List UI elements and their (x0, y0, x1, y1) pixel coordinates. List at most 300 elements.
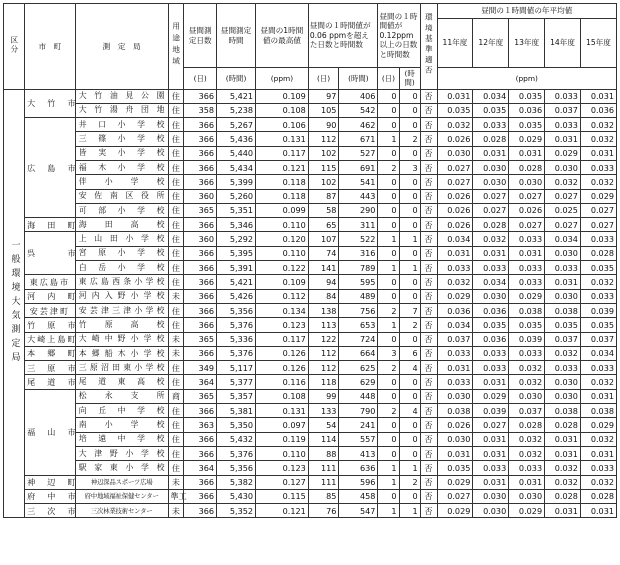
annual-avg-y11-cell: 0.033 (437, 261, 473, 275)
annual-avg-y12-cell: 0.039 (473, 404, 509, 418)
annual-avg-y12-cell: 0.031 (473, 475, 509, 489)
use-region-cell: 商 (168, 389, 184, 403)
station-cell: 三篠小学校 (75, 132, 168, 146)
exceed012-days-cell: 2 (378, 160, 399, 174)
exceed006-hours-cell: 724 (339, 332, 378, 346)
annual-avg-y13-cell: 0.039 (509, 332, 545, 346)
annual-avg-y15-cell: 0.035 (580, 318, 616, 332)
env-standard-cell: 否 (420, 246, 437, 260)
hours-cell: 5,292 (217, 232, 256, 246)
annual-avg-y15-cell: 0.031 (580, 146, 616, 160)
annual-avg-y14-cell: 0.032 (545, 346, 581, 360)
ozone-table (3, 3, 617, 518)
exceed012-hours-cell: 0 (399, 189, 420, 203)
division-cell (4, 89, 25, 518)
annual-avg-y12-cell: 0.033 (473, 118, 509, 132)
exceed006-hours-cell: 653 (339, 318, 378, 332)
unit-hours: (時間) (217, 68, 256, 90)
exceed012-days-cell: 1 (378, 132, 399, 146)
days-cell: 366 (184, 446, 217, 460)
exceed012-hours-cell: 0 (399, 246, 420, 260)
exceed012-days-cell: 0 (378, 275, 399, 289)
exceed006-hours-cell: 406 (339, 89, 378, 103)
annual-avg-y15-cell: 0.031 (580, 89, 616, 103)
env-standard-cell: 否 (420, 475, 437, 489)
annual-avg-y15-cell: 0.034 (580, 346, 616, 360)
hours-cell: 5,382 (217, 475, 256, 489)
annual-avg-y15-cell: 0.032 (580, 118, 616, 132)
annual-avg-y15-cell: 0.032 (580, 132, 616, 146)
days-cell: 366 (184, 118, 217, 132)
hours-cell: 5,376 (217, 318, 256, 332)
station-cell: 大竹油見公園 (75, 89, 168, 103)
exceed012-days-cell: 0 (378, 446, 399, 460)
annual-avg-y15-cell: 0.031 (580, 389, 616, 403)
annual-avg-y13-cell: 0.032 (509, 446, 545, 460)
exceed006-hours-cell: 458 (339, 489, 378, 503)
annual-avg-y13-cell: 0.033 (509, 461, 545, 475)
use-region-cell: 住 (168, 189, 184, 203)
exceed012-days-cell: 0 (378, 189, 399, 203)
hours-cell: 5,376 (217, 446, 256, 460)
station-cell: 神辺深品スポーツ広場 (75, 475, 168, 489)
city-cell: 大 竹 市 (25, 89, 76, 118)
days-cell: 365 (184, 203, 217, 217)
station-cell: 福木小学校 (75, 160, 168, 174)
annual-avg-y13-cell: 0.031 (509, 246, 545, 260)
annual-avg-y14-cell: 0.029 (545, 146, 581, 160)
exceed006-hours-cell: 241 (339, 418, 378, 432)
header-exceed-012: 昼間の１時間値が0.12ppm 以上の日数と時間数 (378, 4, 420, 68)
annual-avg-y12-cell: 0.031 (473, 246, 509, 260)
days-cell: 365 (184, 389, 217, 403)
station-cell: 駅家東小学校 (75, 461, 168, 475)
max-value-cell: 0.123 (256, 318, 309, 332)
annual-avg-y14-cell: 0.037 (545, 332, 581, 346)
max-value-cell: 0.117 (256, 146, 309, 160)
max-value-cell: 0.097 (256, 418, 309, 432)
annual-avg-y11-cell: 0.033 (437, 346, 473, 360)
exceed006-hours-cell: 691 (339, 160, 378, 174)
table-row (4, 132, 617, 146)
env-standard-cell: 否 (420, 132, 437, 146)
use-region-cell: 住 (168, 218, 184, 232)
annual-avg-y12-cell: 0.033 (473, 361, 509, 375)
env-standard-cell: 否 (420, 275, 437, 289)
env-standard-cell: 否 (420, 175, 437, 189)
use-region-cell: 住 (168, 132, 184, 146)
env-standard-cell: 否 (420, 504, 437, 518)
exceed006-hours-cell: 790 (339, 404, 378, 418)
annual-avg-y11-cell: 0.026 (437, 203, 473, 217)
unit-d06: (日) (308, 68, 339, 90)
header-use-region: 用途地域 (168, 4, 184, 90)
days-cell: 366 (184, 404, 217, 418)
annual-avg-y12-cell: 0.027 (473, 189, 509, 203)
hours-cell: 5,426 (217, 289, 256, 303)
hours-cell: 5,436 (217, 132, 256, 146)
use-region-cell: 住 (168, 404, 184, 418)
station-cell: 上山田小学校 (75, 232, 168, 246)
annual-avg-y13-cell: 0.032 (509, 375, 545, 389)
exceed006-hours-cell: 625 (339, 361, 378, 375)
exceed012-days-cell: 0 (378, 332, 399, 346)
annual-avg-y14-cell: 0.030 (545, 289, 581, 303)
env-standard-cell: 否 (420, 461, 437, 475)
city-cell: 大崎上島町 (25, 332, 76, 346)
use-region-cell: 住 (168, 89, 184, 103)
annual-avg-y12-cell: 0.028 (473, 132, 509, 146)
header-max: 昼間の1時間値の最高値 (256, 4, 309, 68)
annual-avg-y13-cell: 0.030 (509, 489, 545, 503)
station-cell: 松永支所 (75, 389, 168, 403)
use-region-cell: 住 (168, 303, 184, 317)
annual-avg-y14-cell: 0.033 (545, 89, 581, 103)
days-cell: 366 (184, 346, 217, 360)
annual-avg-y14-cell: 0.032 (545, 175, 581, 189)
annual-avg-y11-cell: 0.030 (437, 389, 473, 403)
env-standard-cell: 否 (420, 218, 437, 232)
annual-avg-y11-cell: 0.031 (437, 446, 473, 460)
station-cell: 伴小学校 (75, 175, 168, 189)
annual-avg-y14-cell: 0.031 (545, 446, 581, 460)
station-cell: 海田高校 (75, 218, 168, 232)
exceed012-hours-cell: 4 (399, 361, 420, 375)
days-cell: 358 (184, 103, 217, 117)
env-standard-cell: 否 (420, 332, 437, 346)
annual-avg-y14-cell: 0.033 (545, 118, 581, 132)
city-cell: 尾 道 市 (25, 375, 76, 389)
annual-avg-y15-cell: 0.033 (580, 289, 616, 303)
city-cell: 呉 市 (25, 232, 76, 275)
annual-avg-y13-cell: 0.027 (509, 218, 545, 232)
annual-avg-y15-cell: 0.028 (580, 246, 616, 260)
exceed006-days-cell: 58 (308, 203, 339, 217)
hours-cell: 5,391 (217, 261, 256, 275)
max-value-cell: 0.119 (256, 432, 309, 446)
table-row (4, 232, 617, 246)
exceed012-hours-cell: 2 (399, 475, 420, 489)
exceed012-days-cell: 0 (378, 89, 399, 103)
annual-avg-y15-cell: 0.032 (580, 275, 616, 289)
exceed006-hours-cell: 636 (339, 461, 378, 475)
exceed012-days-cell: 1 (378, 318, 399, 332)
exceed006-days-cell: 112 (308, 132, 339, 146)
annual-avg-y11-cell: 0.027 (437, 160, 473, 174)
table-row (4, 389, 617, 403)
annual-avg-y11-cell: 0.029 (437, 504, 473, 518)
max-value-cell: 0.131 (256, 132, 309, 146)
station-cell: 府中地域福祉保健センター (75, 489, 168, 503)
max-value-cell: 0.112 (256, 289, 309, 303)
annual-avg-y14-cell: 0.033 (545, 261, 581, 275)
exceed012-days-cell: 1 (378, 475, 399, 489)
annual-avg-y12-cell: 0.030 (473, 489, 509, 503)
table-row (4, 160, 617, 174)
station-cell: 向丘中学校 (75, 404, 168, 418)
exceed006-days-cell: 88 (308, 446, 339, 460)
annual-avg-y13-cell: 0.038 (509, 303, 545, 317)
env-standard-cell: 否 (420, 146, 437, 160)
days-cell: 366 (184, 475, 217, 489)
max-value-cell: 0.110 (256, 246, 309, 260)
exceed006-hours-cell: 448 (339, 389, 378, 403)
days-cell: 364 (184, 461, 217, 475)
env-standard-cell: 否 (420, 289, 437, 303)
table-row (4, 118, 617, 132)
exceed006-days-cell: 111 (308, 461, 339, 475)
annual-avg-y13-cell: 0.030 (509, 175, 545, 189)
exceed012-days-cell: 0 (378, 175, 399, 189)
station-cell: 南小学校 (75, 418, 168, 432)
station-cell: 大崎中野小学校 (75, 332, 168, 346)
header-division: 区分 (4, 4, 25, 90)
annual-avg-y14-cell: 0.032 (545, 461, 581, 475)
exceed006-days-cell: 85 (308, 489, 339, 503)
days-cell: 363 (184, 418, 217, 432)
annual-avg-y15-cell: 0.038 (580, 404, 616, 418)
days-cell: 366 (184, 303, 217, 317)
annual-avg-y14-cell: 0.030 (545, 160, 581, 174)
hours-cell: 5,440 (217, 146, 256, 160)
annual-avg-y15-cell: 0.039 (580, 303, 616, 317)
use-region-cell: 住 (168, 461, 184, 475)
exceed006-hours-cell: 756 (339, 303, 378, 317)
city-cell: 海 田 町 (25, 218, 76, 232)
annual-avg-y14-cell: 0.037 (545, 103, 581, 117)
table-row (4, 218, 617, 232)
annual-avg-y13-cell: 0.032 (509, 361, 545, 375)
annual-avg-y13-cell: 0.033 (509, 346, 545, 360)
exceed006-hours-cell: 527 (339, 146, 378, 160)
annual-avg-y15-cell: 0.029 (580, 418, 616, 432)
annual-avg-y12-cell: 0.035 (473, 318, 509, 332)
station-cell: 安芸津三津小学校 (75, 303, 168, 317)
header-year-14: 14年度 (545, 19, 581, 68)
annual-avg-y14-cell: 0.034 (545, 232, 581, 246)
annual-avg-y11-cell: 0.037 (437, 332, 473, 346)
use-region-cell: 住 (168, 361, 184, 375)
exceed012-hours-cell: 2 (399, 132, 420, 146)
exceed012-hours-cell: 0 (399, 289, 420, 303)
exceed006-days-cell: 102 (308, 175, 339, 189)
annual-avg-y14-cell: 0.035 (545, 318, 581, 332)
max-value-cell: 0.115 (256, 489, 309, 503)
unit-h06: (時間) (339, 68, 378, 90)
use-region-cell: 住 (168, 146, 184, 160)
exceed006-days-cell: 99 (308, 389, 339, 403)
annual-avg-y12-cell: 0.030 (473, 160, 509, 174)
annual-avg-y12-cell: 0.031 (473, 146, 509, 160)
max-value-cell: 0.118 (256, 189, 309, 203)
exceed012-hours-cell: 2 (399, 318, 420, 332)
env-standard-cell: 否 (420, 418, 437, 432)
table-row (4, 175, 617, 189)
exceed006-hours-cell: 290 (339, 203, 378, 217)
annual-avg-y13-cell: 0.029 (509, 132, 545, 146)
days-cell: 366 (184, 218, 217, 232)
env-standard-cell: 否 (420, 446, 437, 460)
header-env-standard: 環境基準適否 (420, 4, 437, 90)
annual-avg-y13-cell: 0.026 (509, 203, 545, 217)
use-region-cell: 未 (168, 475, 184, 489)
city-cell: 三 原 市 (25, 361, 76, 375)
days-cell: 364 (184, 375, 217, 389)
days-cell: 366 (184, 132, 217, 146)
hours-cell: 5,238 (217, 103, 256, 117)
max-value-cell: 0.131 (256, 404, 309, 418)
unit-max: (ppm) (256, 68, 309, 90)
max-value-cell: 0.121 (256, 160, 309, 174)
hours-cell: 5,267 (217, 118, 256, 132)
days-cell: 366 (184, 246, 217, 260)
annual-avg-y15-cell: 0.031 (580, 504, 616, 518)
exceed012-days-cell: 0 (378, 489, 399, 503)
annual-avg-y11-cell: 0.030 (437, 432, 473, 446)
exceed012-hours-cell: 1 (399, 461, 420, 475)
exceed012-hours-cell: 0 (399, 275, 420, 289)
use-region-cell: 住 (168, 103, 184, 117)
exceed012-days-cell: 1 (378, 261, 399, 275)
annual-avg-y15-cell: 0.032 (580, 475, 616, 489)
annual-avg-y15-cell: 0.027 (580, 218, 616, 232)
use-region-cell: 住 (168, 432, 184, 446)
city-cell: 竹 原 市 (25, 318, 76, 332)
unit-avg: (ppm) (437, 68, 616, 90)
table-row (4, 203, 617, 217)
annual-avg-y15-cell: 0.032 (580, 175, 616, 189)
annual-avg-y12-cell: 0.030 (473, 175, 509, 189)
max-value-cell: 0.099 (256, 203, 309, 217)
exceed012-days-cell: 2 (378, 303, 399, 317)
exceed006-days-cell: 113 (308, 318, 339, 332)
use-region-cell: 未 (168, 346, 184, 360)
max-value-cell: 0.126 (256, 346, 309, 360)
exceed006-hours-cell: 489 (339, 289, 378, 303)
hours-cell: 5,351 (217, 203, 256, 217)
use-region-cell: 住 (168, 232, 184, 246)
annual-avg-y14-cell: 0.030 (545, 246, 581, 260)
annual-avg-y15-cell: 0.035 (580, 261, 616, 275)
annual-avg-y11-cell: 0.033 (437, 375, 473, 389)
max-value-cell: 0.118 (256, 175, 309, 189)
exceed012-hours-cell: 0 (399, 103, 420, 117)
annual-avg-y14-cell: 0.033 (545, 361, 581, 375)
exceed006-days-cell: 74 (308, 246, 339, 260)
exceed012-hours-cell: 1 (399, 261, 420, 275)
annual-avg-y12-cell: 0.030 (473, 289, 509, 303)
exceed012-days-cell: 2 (378, 361, 399, 375)
annual-avg-y12-cell: 0.030 (473, 504, 509, 518)
hours-cell: 5,350 (217, 418, 256, 432)
header-year-11: 11年度 (437, 19, 473, 68)
exceed012-hours-cell: 3 (399, 160, 420, 174)
annual-avg-y11-cell: 0.029 (437, 475, 473, 489)
max-value-cell: 0.110 (256, 446, 309, 460)
hours-cell: 5,421 (217, 89, 256, 103)
annual-avg-y15-cell: 0.036 (580, 103, 616, 117)
days-cell: 366 (184, 289, 217, 303)
annual-avg-y13-cell: 0.029 (509, 289, 545, 303)
exceed006-hours-cell: 595 (339, 275, 378, 289)
env-standard-cell: 否 (420, 389, 437, 403)
hours-cell: 5,432 (217, 432, 256, 446)
table-body (4, 89, 617, 518)
exceed012-hours-cell: 4 (399, 404, 420, 418)
env-standard-cell: 否 (420, 261, 437, 275)
exceed012-days-cell: 0 (378, 389, 399, 403)
exceed012-days-cell: 0 (378, 289, 399, 303)
exceed012-hours-cell: 0 (399, 375, 420, 389)
days-cell: 360 (184, 232, 217, 246)
hours-cell: 5,377 (217, 375, 256, 389)
city-cell: 東広島市 (25, 275, 76, 289)
exceed006-days-cell: 114 (308, 432, 339, 446)
annual-avg-y15-cell: 0.032 (580, 375, 616, 389)
exceed012-hours-cell: 7 (399, 303, 420, 317)
exceed006-days-cell: 133 (308, 404, 339, 418)
exceed012-days-cell: 1 (378, 232, 399, 246)
annual-avg-y14-cell: 0.032 (545, 475, 581, 489)
exceed012-hours-cell: 0 (399, 118, 420, 132)
days-cell: 366 (184, 146, 217, 160)
exceed006-hours-cell: 316 (339, 246, 378, 260)
days-cell: 366 (184, 432, 217, 446)
exceed006-days-cell: 97 (308, 89, 339, 103)
station-cell: 安佐南区役所 (75, 189, 168, 203)
max-value-cell: 0.126 (256, 361, 309, 375)
header-days: 昼間測定日数 (184, 4, 217, 68)
station-cell: 白岳小学校 (75, 261, 168, 275)
annual-avg-y11-cell: 0.034 (437, 232, 473, 246)
exceed012-days-cell: 2 (378, 404, 399, 418)
exceed012-hours-cell: 0 (399, 389, 420, 403)
annual-avg-y12-cell: 0.031 (473, 446, 509, 460)
annual-avg-y14-cell: 0.030 (545, 375, 581, 389)
use-region-cell: 準工 (168, 489, 184, 503)
env-standard-cell: 否 (420, 318, 437, 332)
annual-avg-y14-cell: 0.031 (545, 275, 581, 289)
days-cell: 365 (184, 332, 217, 346)
exceed006-days-cell: 122 (308, 332, 339, 346)
station-cell: 本郷船木小学校 (75, 346, 168, 360)
env-standard-cell: 否 (420, 232, 437, 246)
city-cell: 安芸津町 (25, 303, 76, 317)
station-cell: 三原沼田東小学校 (75, 361, 168, 375)
annual-avg-y11-cell: 0.027 (437, 175, 473, 189)
hours-cell: 5,356 (217, 461, 256, 475)
station-cell: 河内入野小学校 (75, 289, 168, 303)
annual-avg-y14-cell: 0.031 (545, 504, 581, 518)
station-cell: 可部小学校 (75, 203, 168, 217)
hours-cell: 5,346 (217, 218, 256, 232)
max-value-cell: 0.117 (256, 332, 309, 346)
table-row (4, 275, 617, 289)
annual-avg-y11-cell: 0.032 (437, 275, 473, 289)
city-cell: 広 島 市 (25, 118, 76, 218)
annual-avg-y13-cell: 0.027 (509, 189, 545, 203)
annual-avg-y11-cell: 0.026 (437, 132, 473, 146)
annual-avg-y13-cell: 0.033 (509, 261, 545, 275)
exceed012-days-cell: 0 (378, 203, 399, 217)
annual-avg-y14-cell: 0.038 (545, 303, 581, 317)
annual-avg-y15-cell: 0.033 (580, 232, 616, 246)
table-row (4, 289, 617, 303)
annual-avg-y11-cell: 0.026 (437, 189, 473, 203)
annual-avg-y12-cell: 0.033 (473, 346, 509, 360)
env-standard-cell: 否 (420, 103, 437, 117)
exceed006-days-cell: 54 (308, 418, 339, 432)
